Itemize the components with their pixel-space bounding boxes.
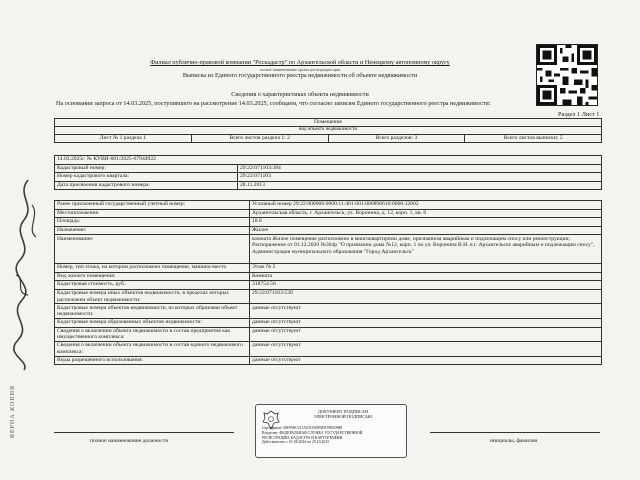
- field-label: Кадастровые номера объектов недвижимости, из которых образован объект недвижимости:: [55, 304, 250, 319]
- request-text: На основании запроса от 14.03.2025, поступившего на рассмотрение 14.03.2025, сообщаем, что согласно записям Единого государственного реестра недвижимости:: [56, 100, 491, 107]
- table-row: [55, 281, 602, 290]
- field-label: Ранее присвоенный государственный учетный номер:: [55, 201, 250, 210]
- field-value: данные отсутствуют: [250, 342, 602, 357]
- footer-name-caption: инициалы, фамилия: [490, 438, 538, 444]
- field-label: Кадастровая стоимость, руб.:: [55, 281, 250, 290]
- field-label: Наименование:: [55, 235, 250, 264]
- field-value: данные отсутствуют: [250, 327, 602, 342]
- field-value: 29:22:071103: [238, 173, 602, 182]
- field-value: Условный номер 29:22:000000:0000:11:401:001:006896610:0000:12002: [250, 201, 602, 210]
- field-value: 29:22:071103:384: [238, 164, 602, 173]
- field-value: данные отсутствуют: [250, 356, 602, 365]
- table-row: [55, 173, 602, 182]
- signature-owner-2: РЕГИСТРАЦИИ, КАДАСТРА И КАРТОГРАФИИ: [262, 435, 343, 440]
- table-row: [55, 235, 602, 264]
- field-label: Виды разрешенного использования:: [55, 356, 250, 365]
- field-label: Номер кадастрового квартала:: [55, 173, 238, 182]
- footer-line-left: [54, 432, 234, 433]
- field-label: Назначение:: [55, 226, 250, 235]
- table-row: [55, 272, 602, 281]
- qr-code-icon: [536, 44, 598, 106]
- table-row: [55, 304, 602, 319]
- signature-subtitle: ЭЛЕКТРОННОЙ ПОДПИСЬЮ: [313, 414, 373, 420]
- field-label: Вид жилого помещения:: [55, 272, 250, 281]
- field-value: 28.11.2013: [238, 181, 602, 190]
- table-row: [55, 327, 602, 342]
- sheets-in-section: Всего листов раздела 1: 2: [191, 135, 328, 143]
- copy-stamp: ВЕРНА КОПИЯ: [10, 384, 16, 438]
- signature-title: ДОКУМЕНТ ПОДПИСАН: [317, 409, 369, 414]
- footer-line-right: [430, 432, 600, 433]
- field-value: 29:22:071103:539: [250, 289, 602, 304]
- table-row: [55, 164, 602, 173]
- field-value: Этаж № 2: [250, 263, 602, 272]
- sheets-total: Всего листов выписки: 5: [465, 135, 602, 143]
- sections-total: Всего разделов: 3: [328, 135, 465, 143]
- filial-line: Филиал публично-правовой компании "Роскадастр" по Архангельской области и Ненецкому автономному округу: [150, 59, 450, 66]
- table-row: [55, 342, 602, 357]
- field-label: Сведения о включении объекта недвижимости в состав предприятия как имущественного комплекса:: [55, 327, 250, 342]
- signature-cert: Сертификат: 00FF89C011A0318A9F6F819EE0988: [262, 426, 343, 430]
- field-value: комната Жилое помещение расположено в многоквартирном доме, признанном аварийным и подлежащим сносу или реконструкции; Распоряжение от 01.12.2020 №364р "О признании дома №12, корп. 1 по ул. Воронина В.И. в г. Архангельске аварийным и подлежащим сносу", Администрация муниципального образования "Город Архангельск": [250, 235, 602, 264]
- doc-ref: 14.03.2025г. № КУВИ-001/2025-67944922: [55, 156, 602, 165]
- signature-owner: Владелец: ФЕДЕРАЛЬНАЯ СЛУЖБА ГОСУДАРСТВЕННОЙ: [262, 430, 363, 435]
- table-row: [55, 201, 602, 210]
- field-label: Сведения о включении объекта недвижимости в состав единого недвижимого комплекса:: [55, 342, 250, 357]
- section-label: Раздел 1 Лист 1: [558, 111, 600, 118]
- title-block: [54, 118, 602, 143]
- field-value: данные отсутствуют: [250, 318, 602, 327]
- table-row: [55, 356, 602, 365]
- table-row: [55, 318, 602, 327]
- table-row: [55, 226, 602, 235]
- main-fields-table: [54, 200, 602, 365]
- object-type: Помещение: [55, 119, 602, 127]
- table-row: [55, 263, 602, 272]
- field-label: Кадастровый номер:: [55, 164, 238, 173]
- object-type-caption: вид объекта недвижимости: [55, 127, 602, 135]
- field-value: 318754.56: [250, 281, 602, 290]
- footer-position-caption: полное наименование должности: [90, 438, 169, 444]
- field-value: Жилое: [250, 226, 602, 235]
- signature-valid: Действителен: с 01.08.2024 по 25.10.2025: [262, 440, 330, 445]
- field-value: Комната: [250, 272, 602, 281]
- sheet-number: Лист № 1 раздела 1: [55, 135, 192, 143]
- table-row: [55, 218, 602, 227]
- table-row: [55, 209, 602, 218]
- field-label: Площадь:: [55, 218, 250, 227]
- organ-caption: полное наименование органа регистрации прав: [259, 67, 341, 72]
- field-label: Кадастровые номера образованных объектов недвижимости:: [55, 318, 250, 327]
- table-row: [55, 289, 602, 304]
- extract-title: Выписка из Единого государственного реестра недвижимости об объекте недвижимости: [182, 72, 418, 79]
- digital-signature-block: [255, 404, 407, 458]
- section-title: Сведения о характеристиках объекта недвижимости: [231, 91, 369, 98]
- field-value: Архангельская область, г. Архангельск, ул. Воронина, д. 12, корп. 1, кв. 6: [250, 209, 602, 218]
- field-label: Дата присвоения кадастрового номера:: [55, 181, 238, 190]
- field-value: данные отсутствуют: [250, 304, 602, 319]
- top-fields-table: [54, 155, 602, 190]
- field-label: Местоположение:: [55, 209, 250, 218]
- field-label: Номер, тип этажа, на котором расположено помещение, машино-место: [55, 263, 250, 272]
- table-row: [55, 181, 602, 190]
- handwritten-signature-icon: [6, 175, 46, 375]
- field-value: 18.8: [250, 218, 602, 227]
- field-label: Кадастровые номера иных объектов недвижимости, в пределах которых расположен объект недвижимости:: [55, 289, 250, 304]
